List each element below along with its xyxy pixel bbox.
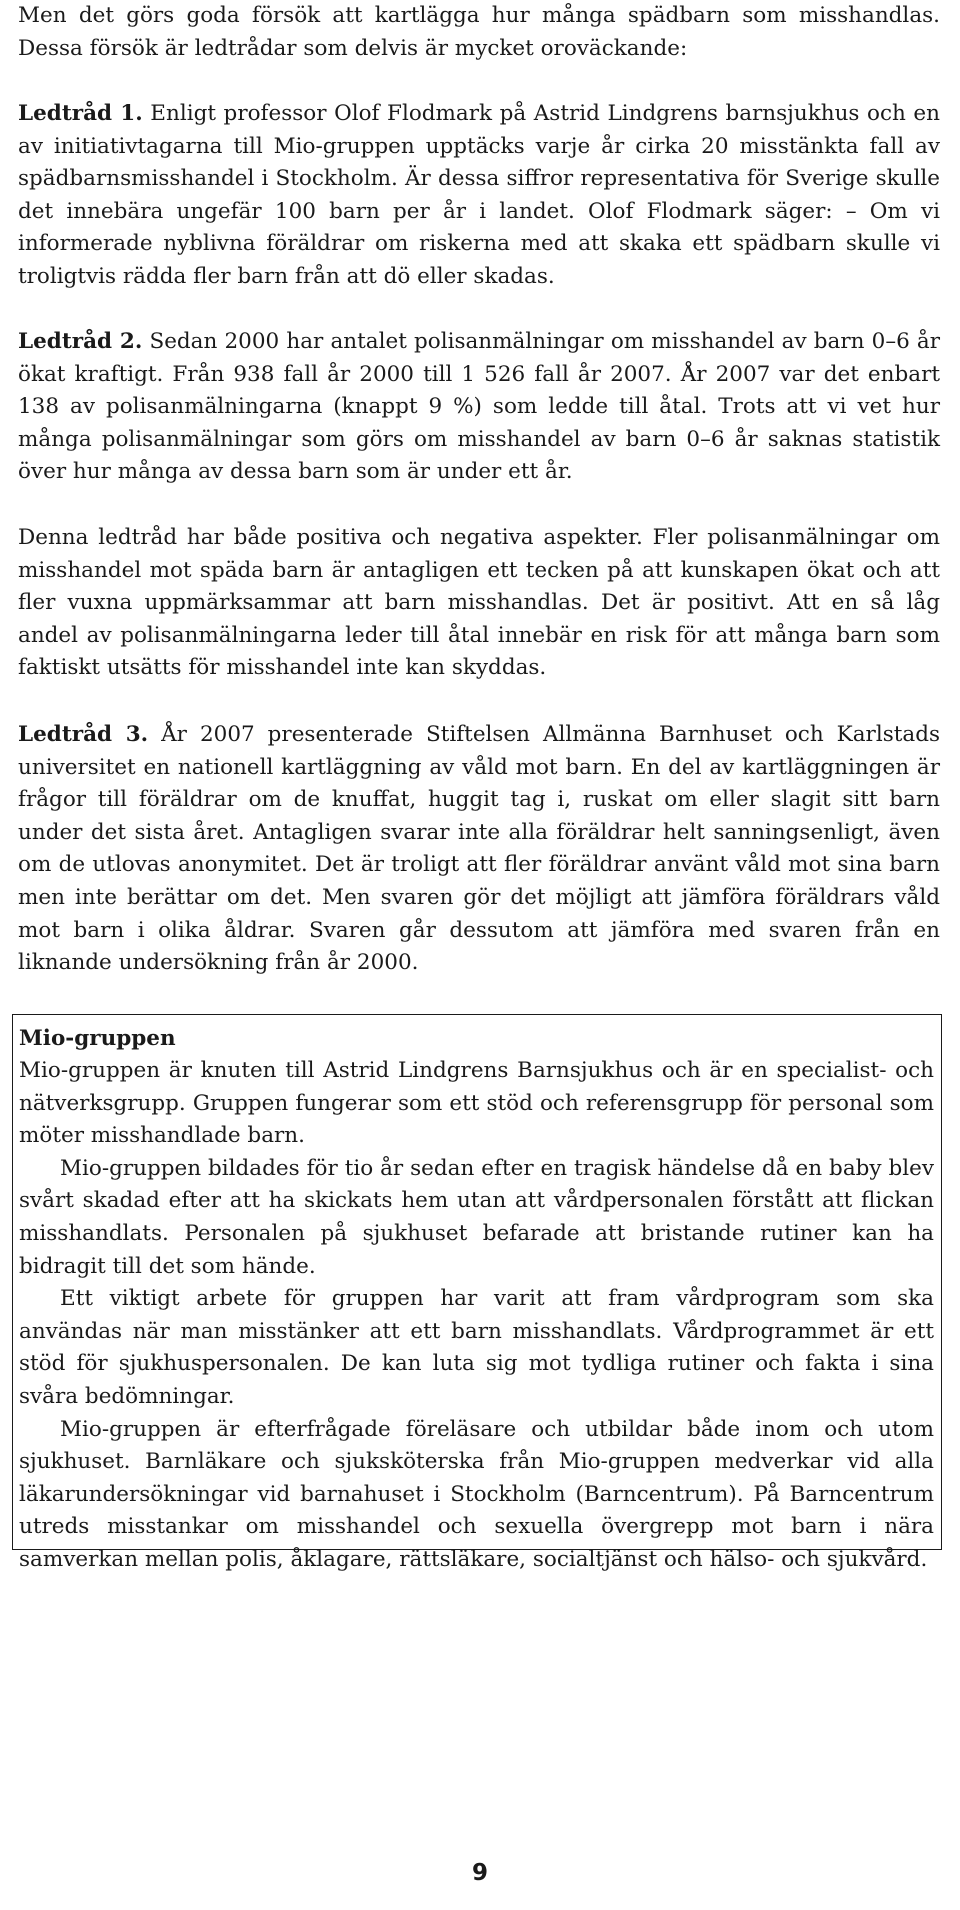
mio-gruppen-factbox [12, 1014, 942, 1572]
clue-2-paragraph [18, 326, 940, 489]
clue-1-label: Ledtråd 1. [18, 101, 143, 126]
factbox-paragraph-4: Mio-gruppen är efterfrågade föreläsare och utbildar både inom och utom sjukhuset. Barnläkare och sjuksköterska från Mio-gruppen medverkar vid alla läkarundersökningar vid barnahuset i Stockholm (Barncentrum). På Barncentrum utreds misstankar om misshandel och sexuella övergrepp mot barn i nära samverkan mellan polis, åklagare, rättsläkare, socialtjänst och hälso- och sjukvård. [19, 1416, 934, 1572]
page-number: 9 [471, 1860, 488, 1886]
clue-3 [18, 719, 940, 980]
clue-1 [18, 98, 940, 294]
clue-3-text: År 2007 presenterade Stiftelsen Allmänna Barnhuset och Karlstads universitet en nationell kartläggning av våld mot barn. En del av kartläggningen är frågor till föräldrar om de knuffat, huggit tag i, ruskat om eller slagit sitt barn under det sista året. Antagligen svarar inte alla föräldrar helt sanningsenligt, även om de utlovas anonymitet. Det är troligt att fler föräldrar använt våld mot sina barn men inte berättar om det. Men svaren gör det möjligt att jämföra föräldrars våld mot barn i olika åldrar. Svaren går dessutom att jämföra med svaren från en liknande undersökning från år 2000. [18, 722, 940, 976]
factbox-title: Mio-gruppen [19, 1026, 176, 1051]
clue-2-text: Sedan 2000 har antalet polisanmälningar om misshandel av barn 0–6 år ökat kraftigt. Från 938 fall år 2000 till 1 526 fall år 2007. År 2007 var det enbart 138 av polisanmälningarna (knappt 9 %) som ledde till åtal. Trots att vi vet hur många polisanmälningar som görs om misshandel av barn 0–6 år saknas statistik över hur många av dessa barn som är under ett år. [18, 329, 941, 485]
clue-2-comment-paragraph: Denna ledtråd har både positiva och negativa aspekter. Fler polisanmälningar om misshandel mot späda barn är antagligen ett tecken på att kunskapen ökat och att fler vuxna uppmärksammar att barn misshandlas. Det är positivt. Att en så låg andel av polisanmälningarna leder till åtal innebär en risk för att många barn som faktiskt utsätts för misshandel inte kan skyddas. [18, 525, 940, 681]
clue-3-label: Ledtråd 3. [18, 722, 149, 747]
clue-1-paragraph [18, 98, 940, 294]
clue-2-label: Ledtråd 2. [18, 329, 143, 354]
factbox-paragraph-2: Mio-gruppen bildades för tio år sedan efter en tragisk händelse då en baby blev svårt skadad efter att ha skickats hem utan att vårdpersonalen förstått att flickan misshandlats. Personalen på sjukhuset befarade att bristande rutiner kan ha bidragit till det som hände. [19, 1155, 934, 1279]
intro-paragraph: Men det görs goda försök att kartlägga hur många spädbarn som misshandlas. Dessa försök är ledtrådar som delvis är mycket oroväckande: [18, 3, 940, 61]
clue-2-comment [18, 522, 940, 685]
clue-1-text: Enligt professor Olof Flodmark på Astrid Lindgrens barnsjukhus och en av initiativtagarna till Mio-gruppen upptäcks varje år cirka 20 misstänkta fall av spädbarnsmisshandel i Stockholm. Är dessa siffror representativa för Sverige skulle det innebära ungefär 100 barn per år i landet. Olof Flodmark säger: – Om vi informerade nyblivna föräldrar om riskerna med att skaka ett spädbarn skulle vi troligtvis rädda fler barn från att dö eller skadas. [18, 101, 940, 289]
factbox-paragraph-3: Ett viktigt arbete för gruppen har varit att fram vårdprogram som ska användas när man misstänker att ett barn misshandlats. Vårdprogrammet är ett stöd för sjukhuspersonalen. De kan luta sig mot tydliga rutiner och fakta i sina svåra bedömningar. [19, 1286, 934, 1409]
clue-2 [18, 326, 940, 489]
clue-3-paragraph [18, 719, 940, 980]
factbox-paragraph-1: Mio-gruppen är knuten till Astrid Lindgrens Barnsjukhus och är en specialist- och nätverksgrupp. Gruppen fungerar som ett stöd och referensgrupp för personal som möter misshandlade barn. [19, 1058, 934, 1149]
